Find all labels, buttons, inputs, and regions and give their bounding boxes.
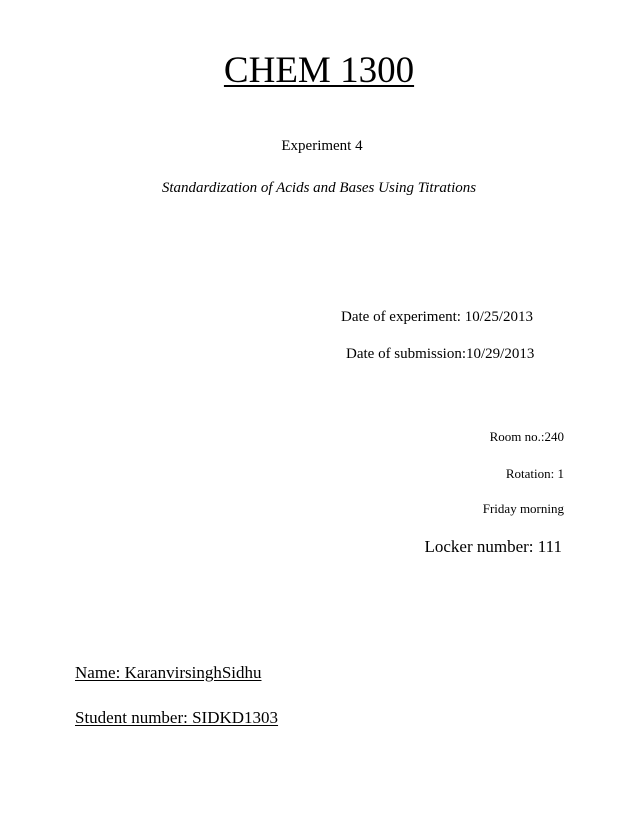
rotation: Rotation: 1 xyxy=(505,466,564,481)
student-name: Name: KaranvirsinghSidhu xyxy=(75,663,262,682)
locker-number: Locker number: 111 xyxy=(424,537,562,556)
experiment-subtitle: Standardization of Acids and Bases Using Titrations xyxy=(161,180,477,196)
course-title-text: CHEM 1300 xyxy=(223,50,415,91)
session-time: Friday morning xyxy=(482,501,564,516)
room-number: Room no.:240 xyxy=(489,429,564,444)
experiment-number: Experiment 4 xyxy=(281,138,363,154)
date-of-experiment: Date of experiment: 10/25/2013 xyxy=(341,309,534,325)
student-number: Student number: SIDKD1303 xyxy=(75,708,279,727)
course-title xyxy=(0,52,638,89)
date-of-submission: Date of submission:10/29/2013 xyxy=(346,346,535,362)
